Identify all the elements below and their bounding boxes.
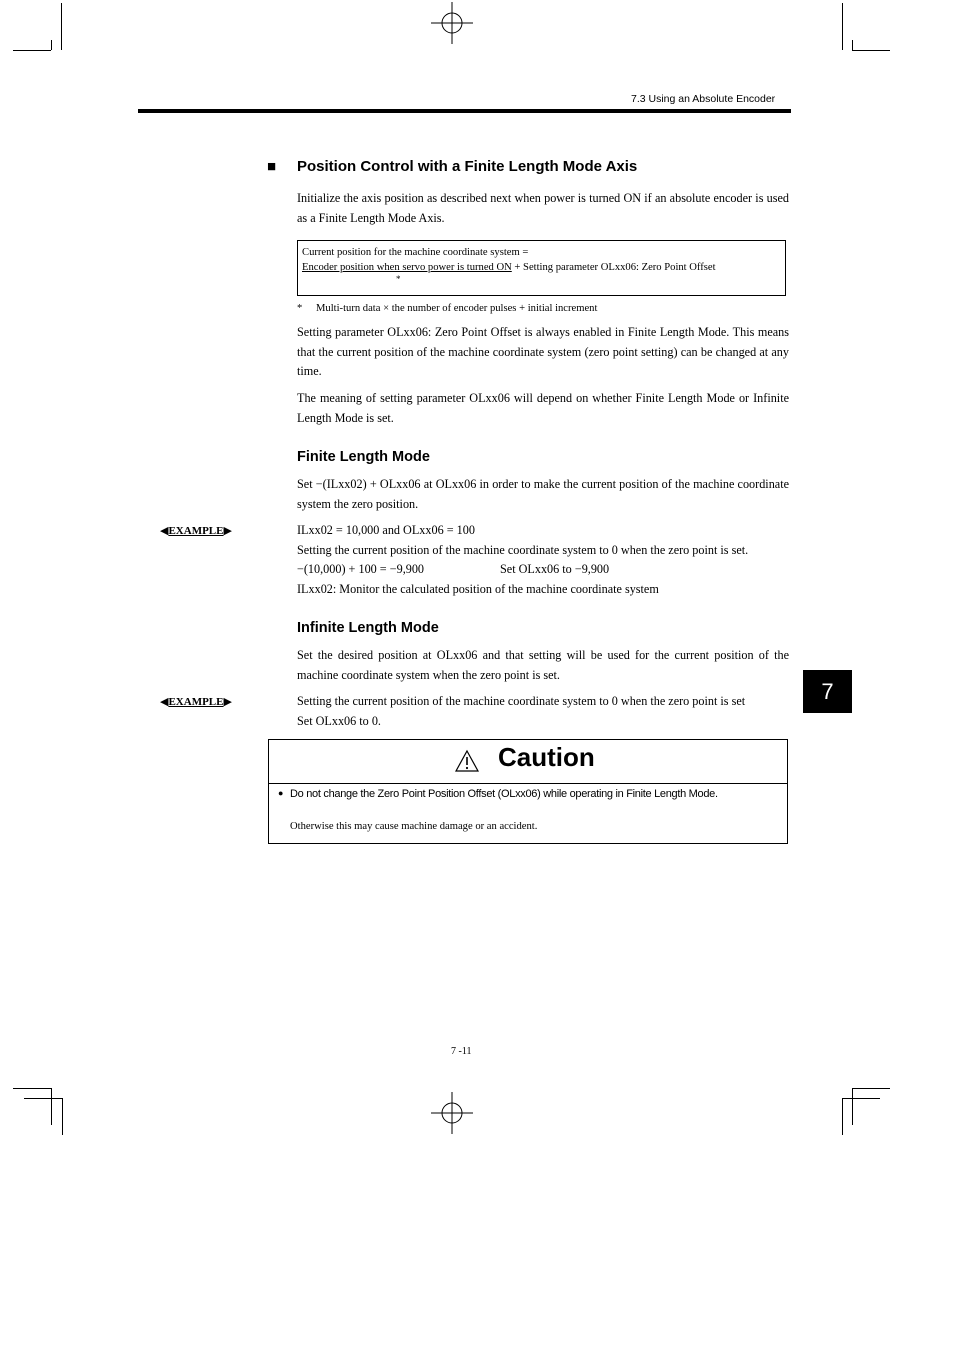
formula-asterisk: * — [396, 274, 401, 284]
chapter-tab: 7 — [803, 670, 852, 713]
formula-box — [297, 240, 786, 296]
example-label-finite: ◀EXAMPLE▶ — [160, 525, 232, 537]
intro-paragraph: Initialize the axis position as described next when power is turned ON if an absolute encoder is used as a Finite Length Mode Axis. — [297, 191, 789, 225]
finite-mode-heading: Finite Length Mode — [297, 449, 430, 465]
caution-header — [269, 740, 787, 784]
infinite-example-line-2: Set OLxx06 to 0. — [297, 714, 381, 728]
formula-line-2 — [302, 260, 785, 275]
finite-example-line-2: Setting the current position of the machine coordinate system to 0 when the zero point is set. — [297, 543, 749, 557]
section-title: Position Control with a Finite Length Mode Axis — [297, 158, 638, 175]
paragraph-zero-point: Setting parameter OLxx06: Zero Point Offset is always enabled in Finite Length Mode. This means that the current position of the machine coordinate system (zero point setting) can be changed at any time. — [297, 325, 789, 378]
formula-rest: + Setting parameter OLxx06: Zero Point Offset — [511, 262, 716, 273]
caution-text: Do not change the Zero Point Position Offset (OLxx06) while operating in Finite Length Mode. — [290, 788, 718, 800]
running-header: 7.3 Using an Absolute Encoder — [631, 93, 776, 105]
registration-mark-top — [431, 2, 473, 44]
infinite-example-line-1: Setting the current position of the machine coordinate system to 0 when the zero point is set — [297, 694, 746, 708]
example-right-arrow-icon: ▶ — [223, 525, 232, 537]
formula-underlined-term: Encoder position when servo power is turned ON — [302, 262, 512, 273]
registration-mark-bottom — [431, 1092, 473, 1134]
page-number: 7 -11 — [451, 1046, 472, 1057]
infinite-mode-heading: Infinite Length Mode — [297, 620, 439, 636]
caution-box — [268, 739, 788, 844]
header-rule — [138, 109, 791, 113]
finite-mode-description: Set −(ILxx02) + OLxx06 at OLxx06 in order to make the current position of the machine coordinate system the zero position. — [297, 477, 789, 511]
footnote-text: Multi-turn data × the number of encoder pulses + initial increment — [316, 303, 598, 314]
example-left-arrow-icon: ◀ — [160, 696, 169, 708]
example-right-arrow-icon: ▶ — [223, 696, 232, 708]
example-label-infinite: ◀EXAMPLE▶ — [160, 696, 232, 708]
caution-note: Otherwise this may cause machine damage or an accident. — [290, 821, 538, 832]
section-marker: ■ — [267, 158, 277, 175]
example-left-arrow-icon: ◀ — [160, 525, 169, 537]
finite-example-line-4: ILxx02: Monitor the calculated position of the machine coordinate system — [297, 582, 659, 596]
caution-bullet-icon: ● — [278, 788, 284, 798]
footnote-mark: * — [297, 303, 303, 314]
paragraph-meaning: The meaning of setting parameter OLxx06 will depend on whether Finite Length Mode or Infinite Length Mode is set. — [297, 391, 789, 425]
caution-title: Caution — [498, 742, 595, 772]
infinite-mode-description: Set the desired position at OLxx06 and that setting will be used for the current position of the machine coordinate system when the zero point is set. — [297, 648, 789, 682]
finite-example-result: Set OLxx06 to −9,900 — [500, 562, 610, 576]
warning-triangle-icon — [455, 749, 479, 773]
finite-example-line-1: ILxx02 = 10,000 and OLxx06 = 100 — [297, 523, 475, 537]
formula-line-1: Current position for the machine coordinate system = — [302, 247, 529, 258]
finite-example-calc: −(10,000) + 100 = −9,900 — [297, 562, 425, 576]
